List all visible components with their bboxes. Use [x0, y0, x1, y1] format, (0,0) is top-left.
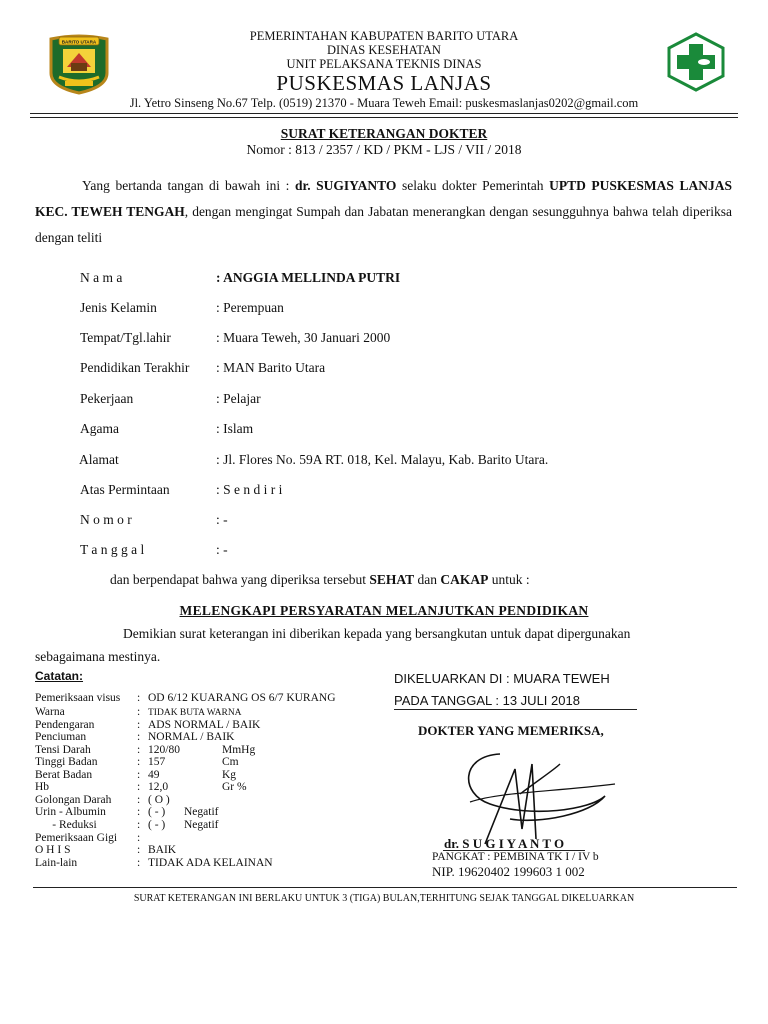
notes-value-visus: OD 6/12 KUARANG OS 6/7 KURANG	[148, 692, 336, 704]
document-title: SURAT KETERANGAN DOKTER	[280, 126, 488, 141]
notes-label-tinggi: Tinggi Badan	[35, 756, 98, 768]
notes-label-penciuman: Penciuman	[35, 731, 87, 743]
notes-colon: :	[137, 719, 141, 731]
notes-value-tinggi: 157	[148, 756, 166, 768]
field-value-nama: : ANGGIA MELLINDA PUTRI	[216, 270, 401, 285]
field-value-agama: : Islam	[216, 421, 254, 436]
notes-colon: :	[137, 794, 141, 806]
field-label-agama: Agama	[80, 421, 119, 436]
letterhead-line-3: UNIT PELAKSANA TEKNIS DINAS	[286, 57, 482, 71]
notes-value-urin-reduksi: ( - )	[148, 819, 166, 831]
notes-colon: :	[137, 756, 141, 768]
notes-value-urin-albumin: ( - )	[148, 806, 166, 818]
field-label-pendidikan: Pendidikan Terakhir	[80, 360, 190, 375]
notes-label-visus: Pemeriksaan visus	[35, 692, 121, 704]
document-number: Nomor : 813 / 2357 / KD / PKM - LJS / VII / 2018	[246, 142, 522, 157]
intro-text-c: , dengan mengingat Sumpah dan Jabatan menerangkan dengan sesungguhnya bahwa telah diperiksa dengan teliti	[35, 204, 732, 245]
field-value-jenis-kelamin: : Perempuan	[216, 300, 284, 315]
field-label-alamat: Alamat	[79, 452, 119, 467]
conclusion-text-b: dan	[414, 572, 441, 587]
notes-label-pendengaran: Pendengaran	[35, 719, 95, 731]
logo-ribbon-text: BARITO UTARA	[61, 39, 97, 45]
field-label-nomor: N o m o r	[80, 512, 132, 527]
letterhead-rule-thin	[30, 117, 738, 118]
field-value-atas-permintaan: : S e n d i r i	[216, 482, 283, 497]
validity-note: SURAT KETERANGAN INI BERLAKU UNTUK 3 (TIGA) BULAN,TERHITUNG SEJAK TANGGAL DIKELUARKAN	[133, 893, 635, 904]
letterhead-line-2: DINAS KESEHATAN	[327, 43, 441, 57]
intro-text-b: selaku dokter Pemerintah	[396, 178, 550, 193]
closing-line-1: Demikian surat keterangan ini diberikan kepada yang bersangkutan untuk dapat dipergunakan	[123, 626, 631, 641]
notes-unit-tinggi: Cm	[222, 756, 239, 768]
notes-colon: :	[137, 706, 141, 718]
notes-value-penciuman: NORMAL / BAIK	[148, 731, 235, 743]
field-value-tanggal: : -	[216, 542, 228, 557]
notes-colon: :	[137, 857, 141, 869]
conclusion-text-a: dan berpendapat bahwa yang diperiksa tersebut	[110, 572, 370, 587]
notes-label-urin-albumin: Urin - Albumin	[35, 806, 106, 818]
letterhead-address: Jl. Yetro Sinseng No.67 Telp. (0519) 21370 - Muara Teweh Email: puskesmaslanjas0202@gmail.com	[129, 96, 639, 110]
issued-date: PADA TANGGAL : 13 JULI 2018	[394, 693, 580, 708]
conclusion-sehat: SEHAT	[369, 572, 415, 587]
notes-value-berat: 49	[148, 769, 160, 781]
notes-label-urin-reduksi: - Reduksi	[35, 819, 97, 831]
closing-line-2: sebagaimana mestinya.	[35, 649, 161, 664]
notes-colon: :	[137, 819, 141, 831]
notes-unit-hb: Gr %	[222, 781, 247, 793]
letterhead-line-1: PEMERINTAHAN KABUPATEN BARITO UTARA	[249, 29, 519, 43]
field-label-atas-permintaan: Atas Permintaan	[80, 482, 170, 497]
notes-value-golongan-darah: ( O )	[148, 794, 170, 806]
field-label-tanggal: T a n g g a l	[80, 542, 145, 557]
field-label-tempat-tgl-lahir: Tempat/Tgl.lahir	[80, 330, 171, 345]
signer-name: dr. S U G I Y A N T O	[444, 836, 565, 851]
notes-value-warna: TIDAK BUTA WARNA	[148, 708, 242, 718]
field-label-pekerjaan: Pekerjaan	[80, 391, 134, 406]
notes-label-tensi: Tensi Darah	[35, 744, 91, 756]
signer-rank: PANGKAT : PEMBINA TK I / IV b	[432, 851, 599, 863]
purpose-statement: MELENGKAPI PERSYARATAN MELANJUTKAN PENDIDIKAN	[179, 603, 589, 618]
notes-colon: :	[137, 832, 141, 844]
notes-colon: :	[137, 844, 141, 856]
intro-text-a: Yang bertanda tangan di bawah ini :	[82, 178, 295, 193]
field-value-alamat: : Jl. Flores No. 59A RT. 018, Kel. Malayu, Kab. Barito Utara.	[216, 452, 549, 467]
intro-organization: UPTD PUSKESMAS LANJAS KEC. TEWEH TENGAH	[35, 178, 732, 219]
field-label-nama: N a m a	[80, 270, 123, 285]
issued-place: DIKELUARKAN DI : MUARA TEWEH	[394, 671, 610, 686]
notes-label-pemeriksaan-gigi: Pemeriksaan Gigi	[35, 832, 118, 844]
notes-value-tensi: 120/80	[148, 744, 180, 756]
notes-colon: :	[137, 731, 141, 743]
notes-label-warna: Warna	[35, 706, 65, 718]
conclusion-text-c: untuk :	[488, 572, 530, 587]
notes-label-berat: Berat Badan	[35, 769, 93, 781]
signer-title: DOKTER YANG MEMERIKSA,	[418, 723, 604, 738]
signer-nip: NIP. 19620402 199603 1 002	[432, 864, 585, 879]
field-label-jenis-kelamin: Jenis Kelamin	[80, 300, 157, 315]
notes-unit-berat: Kg	[222, 769, 237, 781]
notes-label-ohis: O H I S	[35, 844, 71, 856]
notes-colon: :	[137, 806, 141, 818]
field-value-pendidikan: : MAN Barito Utara	[216, 360, 326, 375]
field-value-tempat-tgl-lahir: : Muara Teweh, 30 Januari 2000	[216, 330, 391, 345]
conclusion-cakap: CAKAP	[440, 572, 489, 587]
notes-label-lain-lain: Lain-lain	[35, 857, 78, 869]
notes-colon: :	[137, 781, 141, 793]
footer-rule	[33, 887, 737, 888]
notes-unit-urin-albumin: Negatif	[184, 806, 219, 818]
notes-colon: :	[137, 769, 141, 781]
notes-label-hb: Hb	[35, 781, 50, 793]
notes-colon: :	[137, 744, 141, 756]
notes-unit-tensi: MmHg	[222, 744, 256, 756]
letterhead-title: PUSKESMAS LANJAS	[276, 71, 492, 95]
conclusion-line	[110, 572, 530, 588]
field-value-pekerjaan: : Pelajar	[216, 391, 261, 406]
notes-unit-urin-reduksi: Negatif	[184, 819, 219, 831]
issued-date-rule	[394, 709, 637, 710]
notes-value-hb: 12,0	[148, 781, 169, 793]
notes-value-ohis: BAIK	[148, 844, 177, 856]
notes-value-pendengaran: ADS NORMAL / BAIK	[148, 719, 261, 731]
intro-doctor-name: dr. SUGIYANTO	[294, 178, 397, 193]
notes-label-golongan-darah: Golongan Darah	[35, 794, 112, 806]
notes-heading: Catatan:	[35, 669, 84, 683]
notes-value-lain-lain: TIDAK ADA KELAINAN	[148, 857, 273, 869]
notes-colon: :	[137, 692, 141, 704]
intro-paragraph	[35, 173, 732, 251]
field-value-nomor: : -	[216, 512, 228, 527]
letterhead-rule	[30, 113, 738, 114]
